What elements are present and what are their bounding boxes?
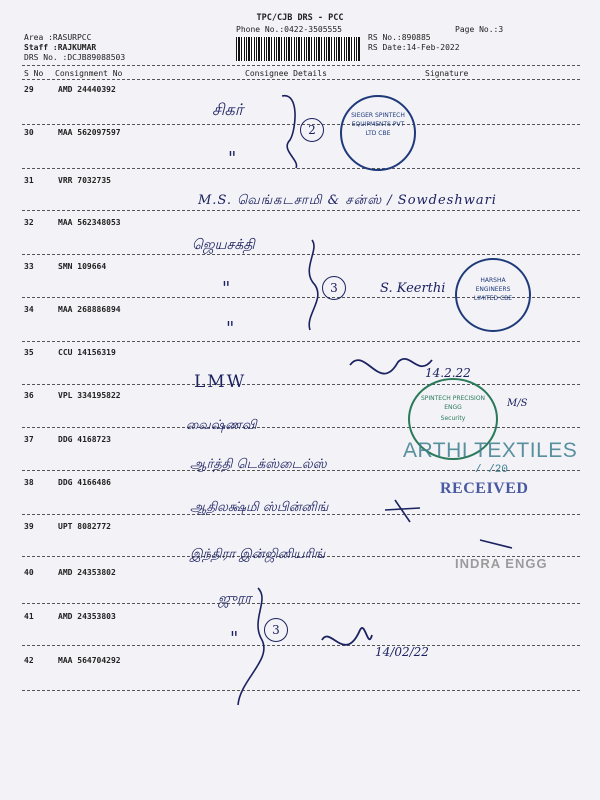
signature-stroke bbox=[238, 588, 264, 705]
row-sno: 42 bbox=[24, 656, 34, 665]
row-consignment: DDG 4168723 bbox=[58, 435, 111, 444]
row-sno: 35 bbox=[24, 348, 34, 357]
company-stamp-harsha bbox=[455, 258, 531, 332]
handwritten-consignee-37: ஆர்த்தி டெக்ஸ்டைல்ஸ் bbox=[190, 457, 327, 472]
row-consignment: VRR 7032735 bbox=[58, 176, 111, 185]
document-title: TPC/CJB DRS - PCC bbox=[256, 13, 344, 23]
signature-stroke bbox=[350, 359, 432, 374]
row-sno: 41 bbox=[24, 612, 34, 621]
stamp-text: SPINTECH PRECISION ENGG bbox=[420, 395, 486, 411]
ditto-mark: " bbox=[222, 278, 231, 299]
ditto-mark: " bbox=[228, 148, 237, 169]
stamp-text: Security bbox=[440, 415, 466, 422]
column-header-sno: S No bbox=[24, 69, 44, 78]
stamp-text: HARSHA ENGINEERS LIMITED CBE bbox=[473, 277, 513, 302]
row-consignment: SMN 109664 bbox=[58, 262, 107, 271]
row-consignment: MAA 564704292 bbox=[58, 656, 121, 665]
row-consignment: UPT 8082772 bbox=[58, 522, 111, 531]
handwritten-consignee-31: M.S. வெங்கடசாமி & சன்ஸ் / Sowdeshwari bbox=[198, 193, 497, 208]
column-header-signature: Signature bbox=[425, 69, 469, 78]
handwritten-consignee-40: ஜுரா bbox=[218, 591, 252, 607]
page-number: Page No.:3 bbox=[455, 25, 504, 34]
ditto-mark: " bbox=[226, 318, 235, 339]
row-consignment: VPL 334195822 bbox=[58, 391, 121, 400]
handwritten-consignee-35: LMW bbox=[194, 372, 247, 392]
column-header-consignment: Consignment No bbox=[55, 69, 123, 78]
stamp-arthi-textiles: ARTHI TEXTILES bbox=[403, 439, 578, 462]
column-header-consignee: Consignee Details bbox=[245, 69, 327, 78]
row-consignment: MAA 562097597 bbox=[58, 128, 121, 137]
signature-stroke bbox=[309, 240, 318, 330]
stamp-received: RECEIVED bbox=[440, 480, 529, 497]
handwritten-date-35: 14.2.22 bbox=[425, 366, 471, 380]
ditto-mark: " bbox=[230, 628, 239, 649]
row-consignment: AMD 24353802 bbox=[58, 568, 116, 577]
handwritten-consignee-38: ஆதிலக்ஷ்மி ஸ்பின்னிங் bbox=[190, 500, 329, 515]
row-consignment: MAA 562348053 bbox=[58, 218, 121, 227]
rs-number: RS No.:890885 bbox=[368, 33, 431, 42]
stamp-handwritten-tag: M/S bbox=[507, 398, 528, 409]
stamp-date-field: / /20 bbox=[475, 464, 509, 476]
drs-number: DRS No. :DCJB89088503 bbox=[24, 53, 126, 62]
circled-number: 3 bbox=[264, 618, 288, 642]
stamp-indra: INDRA ENGG bbox=[455, 556, 548, 571]
row-consignment: AMD 24353803 bbox=[58, 612, 116, 621]
row-sno: 33 bbox=[24, 262, 34, 271]
row-sno: 38 bbox=[24, 478, 34, 487]
phone-number: Phone No.:0422-3505555 bbox=[236, 25, 342, 34]
row-consignment: AMD 24440392 bbox=[58, 85, 116, 94]
stamp-text: SIEGER SPINTECH EQUIPMENTS PVT LTD CBE bbox=[351, 112, 405, 137]
handwritten-consignee-29: சிகர் bbox=[212, 100, 244, 119]
handwritten-consignee-39: இந்திரா இன்ஜினியரிங் bbox=[190, 547, 326, 562]
row-consignment: DDG 4166486 bbox=[58, 478, 111, 487]
staff-field: Staff :RAJKUMAR bbox=[24, 43, 97, 52]
row-sno: 30 bbox=[24, 128, 34, 137]
row-sno: 37 bbox=[24, 435, 34, 444]
circled-number: 2 bbox=[300, 118, 324, 142]
row-consignment: MAA 268886894 bbox=[58, 305, 121, 314]
signature-stroke bbox=[322, 628, 372, 645]
row-sno: 31 bbox=[24, 176, 34, 185]
handwritten-consignee-36: வைஷ்ணவி bbox=[186, 418, 257, 433]
row-sno: 29 bbox=[24, 85, 34, 94]
handwritten-consignee-32: ஜெயசக்தி bbox=[192, 237, 255, 253]
row-sno: 40 bbox=[24, 568, 34, 577]
signature-stroke bbox=[282, 96, 297, 168]
handwritten-date-41: 14/02/22 bbox=[375, 645, 429, 659]
company-stamp-sieger bbox=[340, 95, 416, 171]
row-consignment: CCU 14156319 bbox=[58, 348, 116, 357]
circled-number: 3 bbox=[322, 276, 346, 300]
row-sno: 32 bbox=[24, 218, 34, 227]
area-field: Area :RASURPCC bbox=[24, 33, 92, 42]
row-sno: 34 bbox=[24, 305, 34, 314]
signature-stroke bbox=[480, 540, 512, 548]
row-sno: 36 bbox=[24, 391, 34, 400]
handwritten-signature-33: S. Keerthi bbox=[380, 281, 446, 296]
signature-stroke bbox=[385, 500, 420, 522]
rs-date: RS Date:14-Feb-2022 bbox=[368, 43, 460, 52]
row-sno: 39 bbox=[24, 522, 34, 531]
